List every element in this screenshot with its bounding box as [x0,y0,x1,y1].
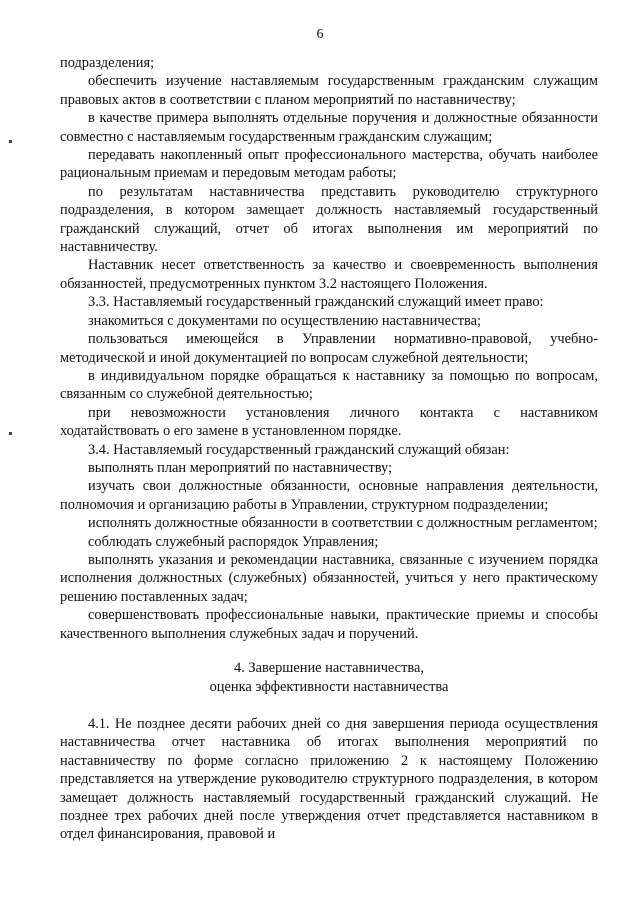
paragraph: пользоваться имеющейся в Управлении нормативно-правовой, учебно-методической и иной документацией по вопросам служебной деятельности; [60,331,598,366]
paragraphs-after [60,715,598,844]
paragraph: исполнять должностные обязанности в соответствии с должностным регламентом; [88,515,598,532]
paragraph: 3.4. Наставляемый государственный гражданский служащий обязан: [88,441,510,458]
paragraph: подразделения; [60,55,155,71]
section-heading-line-2: оценка эффективности наставничества [209,679,449,695]
margin-mark [9,140,12,143]
paragraphs-before [60,54,598,643]
paragraph: обеспечить изучение наставляемым государственным гражданским служащим правовых актов в соответствии с планом мероприятий по наставничеству; [60,73,598,108]
paragraph: при невозможности установления личного контакта с наставником ходатайствовать о его замене в установленном порядке. [60,404,598,440]
paragraph: выполнять указания и рекомендации наставника, связанные с изучением порядка исполнения должностных (служебных) обязанностей, учиться у него практическому решению поставленных задач; [60,551,598,605]
paragraph: изучать свои должностные обязанности, основные направления деятельности, полномочия и организацию работы в Управлении, структурном подразделении; [60,478,598,513]
paragraph: передавать накопленный опыт профессионального мастерства, обучать наиболее рациональным приемам и передовым методам работы; [60,147,598,182]
paragraph: в качестве примера выполнять отдельные поручения и должностные обязанности совместно с наставляемым государственным гражданским служащим; [60,110,598,145]
document-body [60,54,598,844]
section-heading [60,659,598,697]
page-number: 6 [316,27,324,42]
section-heading-line-1: 4. Завершение наставничества, [234,660,424,676]
paragraph: 3.3. Наставляемый государственный гражданский служащий имеет право: [88,294,544,311]
paragraph: по результатам наставничества представить руководителю структурного подразделения, в котором замещает должность наставляемый государственный гражданский служащий, отчет об итогах выполнения им мероприятий по наставничеству. [60,183,598,256]
paragraph: выполнять план мероприятий по наставничеству; [88,459,393,476]
paragraph: в индивидуальном порядке обращаться к наставнику за помощью по вопросам, связанным со служебной деятельностью; [60,367,598,403]
margin-mark [9,432,12,435]
paragraph: соблюдать служебный распорядок Управления; [88,533,379,550]
paragraph: Наставник несет ответственность за качество и своевременность выполнения обязанностей, предусмотренных пунктом 3.2 настоящего Положения. [60,257,598,292]
paragraph: совершенствовать профессиональные навыки, практические приемы и способы качественного выполнения служебных задач и поручений. [60,607,598,642]
paragraph: 4.1. Не позднее десяти рабочих дней со дня завершения периода осуществления наставничества отчет наставника об итогах выполнения мероприятий по наставничеству по форме согласно приложению 2 к настоящему Положению представляется на утверждение руководителю структурного подразделения, в котором замещает должность наставляемый государственный гражданский служащий. Не позднее трех рабочих дней после утверждения отчет представляется наставником в отдел финансирования, правовой и [60,716,598,843]
paragraph: знакомиться с документами по осуществлению наставничества; [88,312,482,329]
